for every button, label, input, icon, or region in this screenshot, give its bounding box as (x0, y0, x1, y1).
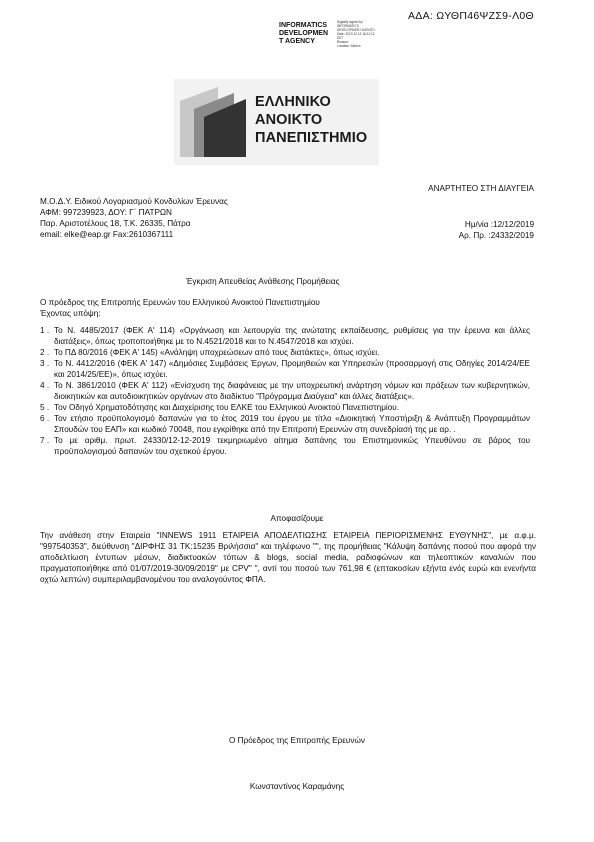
signature-detail: DEVELOPMENT AGENCY (337, 28, 376, 32)
list-item (40, 413, 530, 435)
university-logo (174, 79, 379, 165)
signatory-name: Κωνσταντίνος Καραμάνης (249, 782, 345, 791)
subject-title: Έγκριση Απευθείας Ανάθεσης Προμήθειας (186, 277, 340, 286)
item-text: Το με αριθμ. πρωτ. 24330/12-12-2019 τεκμηριωμένο αίτημα δαπάνης του Επιστημονικώς Υπευθύνου σε βάρος του προϋπολογισμού δαπανών του σχετικού έργου. (54, 436, 530, 456)
item-number: 5 . (40, 403, 50, 412)
date-line: Ημ/νία :12/12/2019 (464, 220, 534, 229)
item-text: Τον Οδηγό Χρηματοδότησης και Διαχείρισης του ΕΛΚΕ του Ελληνικού Ανοικτού Πανεπιστημίου. (54, 403, 400, 412)
list-item (40, 325, 530, 347)
ada-code: ΑΔΑ: ΩΥΘΠ46ΨΖΣ9-Λ0Θ (407, 10, 534, 22)
logo-text (255, 93, 367, 147)
posting-label: ΑΝΑΡΤΗΤΕΟ ΣΤΗ ΔΙΑΥΓΕΙΑ (428, 184, 534, 193)
sender-line: ΑΦΜ: 997239923, ΔΟΥ: Γ΄ ΠΑΤΡΩΝ (40, 208, 172, 217)
item-number: 2 . (40, 348, 50, 357)
list-item (40, 347, 530, 358)
logo-mark-icon (174, 79, 254, 165)
list-item (40, 435, 530, 457)
sender-line: Παρ. Αριστοτέλους 18, Τ.Κ. 26335, Πάτρα (40, 219, 191, 228)
item-text: Το Ν. 4412/2016 (ΦΕΚ Α' 147) «Δημόσιες Συμβάσεις Έργων, Προμηθειών και Υπηρεσιών (προσαρμογή στις Οδηγίες 2014/24/ΕΕ και 2014/25/ΕΕ)», όπως ισχύει. (54, 359, 530, 379)
signature-detail: Date: 2019.12.12 16:11:12 (337, 32, 375, 36)
item-text: Το Ν. 4485/2017 (ΦΕΚ Α' 114) «Οργάνωση και λειτουργία της ανώτατης εκπαίδευσης, ρυθμίσεις για την έρευνα και άλλες διατάξεις», όπως τροποποιήθηκε με το Ν.4521/2018 και το Ν.4547/2018 και ισχύει. (54, 326, 530, 346)
signatory-title: Ο Πρόεδρος της Επιτροπής Ερευνών (229, 736, 365, 745)
sender-block (40, 196, 228, 240)
logo-line: ΠΑΝΕΠΙΣΤΗΜΙΟ (255, 130, 368, 146)
logo-line: ΑΝΟΙΚΤΟ (255, 112, 323, 128)
item-number: 6 . (40, 414, 50, 423)
decision-text: Την ανάθεση στην Εταιρεία "INNEWS 1911 ΕΤΑΙΡΕΙΑ ΑΠΟΔΕΛΤΙΩΣΗΣ ΕΤΑΙΡΕΙΑ ΠΕΡΙΟΡΙΣΜΕΝΗΣ ΕΥΘΥΝΗΣ", με α.φ.μ. "997540353", διεύθυνση "ΔΙΡΦΗΣ 31 ΤΚ:15235 Βριλήσσια" και τηλέφωνο "", της προμήθειας "Κάλυψη δαπάνης ποσού που αφορά την αποδελτίωση έντυπων μέσων, διαδικτυακών τόπων & blogs, social media, ραδιοφώνων και τηλεοπτικών καναλιών που πραγματοποιήθηκε από 01/07/2019-30/09/2019" με CPV" ", αντί του ποσού των 761,98 € (επτακοσίων εξήντα ενός ευρώ και ενενήντα οχτώ λεπτών) συμπεριλαμβανομένου του αναλογούντος ΦΠΑ. (40, 531, 536, 584)
president-intro: Ο πρόεδρος της Επιτροπής Ερευνών του Ελληνικού Ανοικτού Πανεπιστημίου (40, 298, 320, 307)
digital-signature-label (279, 22, 328, 46)
list-item (40, 402, 530, 413)
signature-detail: INFORMATICS (337, 24, 359, 28)
signature-detail: Location: Athens (337, 44, 361, 48)
having-regard: Έχοντας υπόψη: (40, 309, 101, 318)
signature-detail: Reason: (337, 40, 349, 44)
sender-line: email: elke@eap.gr Fax:2610367111 (40, 230, 174, 239)
signature-detail: Digitally signed by (337, 20, 363, 24)
item-text: Το ΠΔ 80/2016 (ΦΕΚ Α' 145) «Ανάληψη υποχρεώσεων από τους διατάκτες», όπως ισχύει. (54, 348, 380, 357)
item-number: 7 . (40, 436, 50, 445)
protocol-line: Αρ. Πρ. :24332/2019 (458, 231, 534, 240)
signature-line: INFORMATICS (279, 22, 328, 29)
item-number: 4 . (40, 381, 50, 390)
logo-line: ΕΛΛΗΝΙΚΟ (255, 94, 331, 110)
item-number: 1 . (40, 326, 50, 335)
signature-detail: EET (337, 36, 344, 40)
digital-signature-details (337, 20, 375, 48)
sender-line: Μ.Ο.Δ.Υ. Ειδικού Λογαριασμού Κονδυλίων Έρευνας (40, 197, 228, 206)
list-item (40, 358, 530, 380)
list-item (40, 380, 530, 402)
item-text: Το Ν. 3861/2010 (ΦΕΚ Α' 112) «Ενίσχυση της διαφάνειας με την υποχρεωτική ανάρτηση νόμων και πράξεων των κυβερνητικών, διοικητικών και αυτοδιοικητικών οργάνων στο διαδίκτυο "Πρόγραμμα Διαύγεια" και άλλες διατάξεις». (54, 381, 530, 401)
decides-heading: Αποφασίζουμε (270, 514, 324, 523)
signature-line: DEVELOPMEN (279, 30, 329, 37)
signature-line: T AGENCY (279, 38, 315, 45)
date-protocol-block (459, 219, 534, 241)
item-number: 3 . (40, 359, 50, 368)
item-text: Τον ετήσιο προϋπολογισμό δαπανών για το έτος 2019 του έργου με τίτλο «Διοικητική Υποστήριξη & Ανάπτυξη Προγραμμάτων Σπουδών του ΕΑΠ» και κωδικό 70048, που εγκρίθηκε από την Επιτροπή Ερευνών στη συνεδρίασή της με αρ. . (54, 414, 530, 434)
considerations-list (40, 325, 530, 457)
